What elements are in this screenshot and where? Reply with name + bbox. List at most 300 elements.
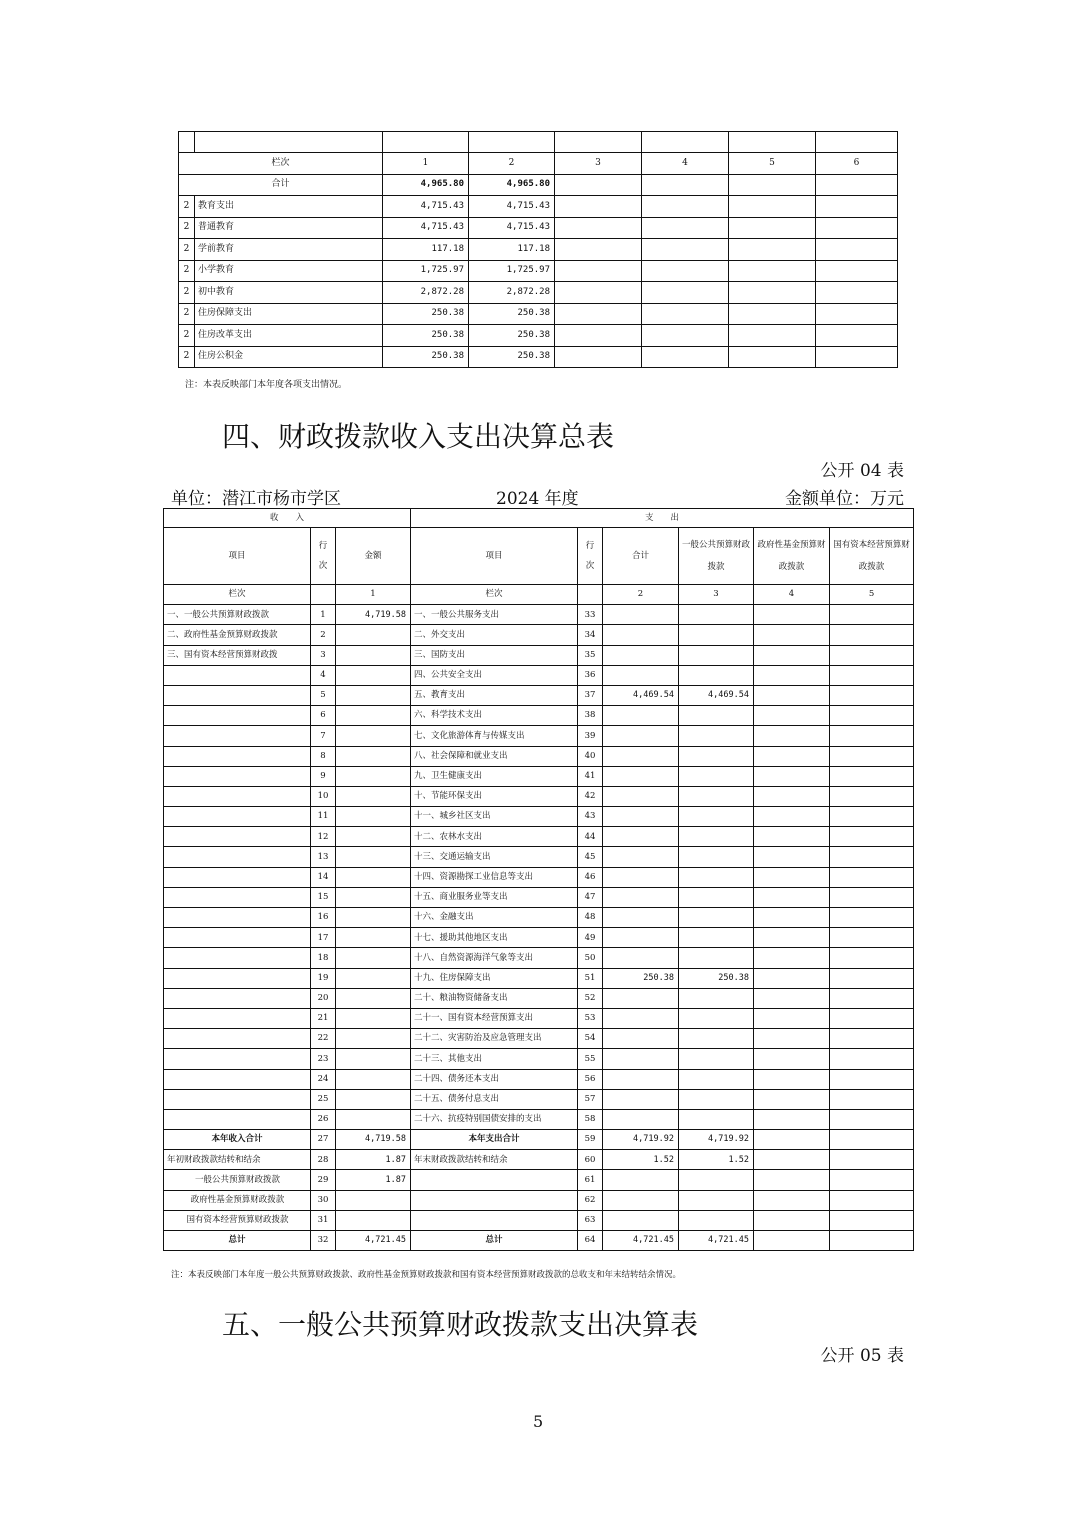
income-item: [164, 1029, 311, 1049]
category-code: 2: [179, 217, 195, 239]
year-total-row: [164, 1130, 914, 1150]
expense-line-no: 59: [578, 1130, 603, 1150]
expense-total: [603, 988, 679, 1008]
expense-general: [679, 665, 754, 685]
income-amount: [336, 867, 411, 887]
table-row: [164, 928, 914, 948]
table-row: [179, 346, 898, 368]
income-line-no: 25: [311, 1089, 336, 1109]
amount-unit: 金额单位：万元: [785, 489, 904, 509]
income-item: [164, 665, 311, 685]
income-amount: [336, 665, 411, 685]
expense-total: [603, 1029, 679, 1049]
category-code: 2: [179, 196, 195, 218]
fiscal-year: 2024 年度: [496, 489, 579, 509]
total-label: 合计: [179, 174, 383, 196]
col-general: 一般公共预算财政拨款: [679, 528, 754, 585]
income-amount: 1.87: [336, 1170, 411, 1190]
item-name: 普通教育: [195, 217, 383, 239]
total-value: 4,965.80: [383, 174, 469, 196]
expense-item: 六、科学技术支出: [411, 706, 578, 726]
col-index: 2: [469, 153, 555, 175]
income-amount: [336, 706, 411, 726]
table-row: [164, 827, 914, 847]
income-amount: [336, 1049, 411, 1069]
expense-item: 本年支出合计: [411, 1130, 578, 1150]
expense-item: 十六、金融支出: [411, 908, 578, 928]
item-name: 初中教育: [195, 282, 383, 304]
expense-item: 十二、农林水支出: [411, 827, 578, 847]
income-amount: [336, 988, 411, 1008]
carryover-row: [164, 1150, 914, 1170]
income-line-no: 6: [311, 706, 336, 726]
expense-general: [679, 1008, 754, 1028]
income-amount: [336, 1089, 411, 1109]
expense-total: [603, 1008, 679, 1028]
income-amount: [336, 928, 411, 948]
expense-line-no: 48: [578, 908, 603, 928]
total-value: 4,965.80: [469, 174, 555, 196]
income-line-no: 18: [311, 948, 336, 968]
item-name: 住房改革支出: [195, 325, 383, 347]
income-line-no: 19: [311, 968, 336, 988]
income-amount: [336, 786, 411, 806]
income-line-no: 11: [311, 807, 336, 827]
income-amount: [336, 948, 411, 968]
expense-item: 十三、交通运输支出: [411, 847, 578, 867]
expense-total: [603, 887, 679, 907]
section5-title: 五、一般公共预算财政拨款支出决算表: [222, 1308, 699, 1341]
expense-item: [411, 1190, 578, 1210]
amount-basic: 250.38: [469, 325, 555, 347]
table-row: [179, 239, 898, 261]
expense-general: [679, 1190, 754, 1210]
income-item: 总计: [164, 1231, 311, 1251]
expense-line-no: 37: [578, 685, 603, 705]
table-row: [164, 766, 914, 786]
expense-total: 4,719.92: [603, 1130, 679, 1150]
expense-line-no: 56: [578, 1069, 603, 1089]
expenditure-table-continued: [178, 131, 898, 368]
table-row: [164, 645, 914, 665]
income-item: 本年收入合计: [164, 1130, 311, 1150]
expense-total: [603, 706, 679, 726]
expense-total: [603, 665, 679, 685]
expense-general: [679, 1109, 754, 1129]
col-state: 国有资本经营预算财政拨款: [830, 528, 914, 585]
col-item: 项目: [164, 528, 311, 585]
col-index: 5: [729, 153, 816, 175]
col-fund: 政府性基金预算财政拨款: [754, 528, 830, 585]
amount-total: 250.38: [383, 325, 469, 347]
income-item: 国有资本经营预算财政拨款: [164, 1210, 311, 1230]
col-index: 1: [383, 153, 469, 175]
expense-header: 支 出: [411, 509, 914, 528]
expense-line-no: 44: [578, 827, 603, 847]
income-line-no: 9: [311, 766, 336, 786]
income-amount: [336, 685, 411, 705]
expense-total: [603, 786, 679, 806]
amount-basic: 4,715.43: [469, 217, 555, 239]
table-row: [164, 807, 914, 827]
table-row: [164, 1049, 914, 1069]
col-index: 1: [336, 585, 411, 605]
expense-line-no: 52: [578, 988, 603, 1008]
table-row: [164, 625, 914, 645]
item-name: 教育支出: [195, 196, 383, 218]
income-item: [164, 766, 311, 786]
expense-line-no: 51: [578, 968, 603, 988]
amount-total: 1,725.97: [383, 260, 469, 282]
expense-general: [679, 1210, 754, 1230]
table-row: [179, 260, 898, 282]
expense-total: [603, 908, 679, 928]
col-item: 项目: [411, 528, 578, 585]
category-code: 2: [179, 239, 195, 261]
income-amount: [336, 1190, 411, 1210]
expense-item: 年末财政拨款结转和结余: [411, 1150, 578, 1170]
expense-item: 二十五、债务付息支出: [411, 1089, 578, 1109]
col-line: 行 次: [311, 528, 336, 585]
table-row: [164, 1109, 914, 1129]
income-line-no: 23: [311, 1049, 336, 1069]
expense-item: 总计: [411, 1231, 578, 1251]
col-line: 行 次: [578, 528, 603, 585]
table-row: [164, 887, 914, 907]
expense-item: 十七、援助其他地区支出: [411, 928, 578, 948]
table-row: [164, 685, 914, 705]
expense-general: 4,721.45: [679, 1231, 754, 1251]
total-row: [179, 174, 898, 196]
income-item: [164, 1069, 311, 1089]
form-number: 公开 04 表: [820, 461, 904, 481]
income-line-no: 15: [311, 887, 336, 907]
expense-line-no: 40: [578, 746, 603, 766]
amount-basic: 250.38: [469, 303, 555, 325]
expense-line-no: 54: [578, 1029, 603, 1049]
income-item: [164, 928, 311, 948]
amount-total: 2,872.28: [383, 282, 469, 304]
item-name: 住房保障支出: [195, 303, 383, 325]
income-line-no: 3: [311, 645, 336, 665]
expense-general: [679, 1089, 754, 1109]
lanci-label: 栏次: [411, 585, 578, 605]
expense-item: 十四、资源勘探工业信息等支出: [411, 867, 578, 887]
expense-total: [603, 1109, 679, 1129]
expense-total: [603, 625, 679, 645]
table-row: [164, 1069, 914, 1089]
expense-line-no: 60: [578, 1150, 603, 1170]
category-code: 2: [179, 260, 195, 282]
income-line-no: 30: [311, 1190, 336, 1210]
expense-total: [603, 1190, 679, 1210]
income-amount: [336, 968, 411, 988]
expense-general: [679, 645, 754, 665]
income-amount: [336, 645, 411, 665]
income-item: 一、一般公共预算财政拨款: [164, 605, 311, 625]
income-line-no: 32: [311, 1231, 336, 1251]
expense-general: [679, 847, 754, 867]
expense-general: [679, 928, 754, 948]
income-amount: [336, 766, 411, 786]
income-item: [164, 746, 311, 766]
table-row: [179, 217, 898, 239]
table-row: [164, 867, 914, 887]
table-row: [164, 948, 914, 968]
expense-total: [603, 726, 679, 746]
amount-total: 4,715.43: [383, 196, 469, 218]
expense-general: [679, 948, 754, 968]
expense-total: [603, 807, 679, 827]
form-number: 公开 05 表: [820, 1346, 904, 1366]
income-item: [164, 685, 311, 705]
table-row: [164, 968, 914, 988]
expense-item: 五、教育支出: [411, 685, 578, 705]
income-item: [164, 908, 311, 928]
col-index: 6: [816, 153, 898, 175]
expense-general: [679, 625, 754, 645]
unit-label: 单位：潜江市杨市学区: [171, 489, 341, 509]
expense-line-no: 64: [578, 1231, 603, 1251]
income-line-no: 7: [311, 726, 336, 746]
expense-line-no: 42: [578, 786, 603, 806]
expense-total: [603, 948, 679, 968]
expense-general: 4,469.54: [679, 685, 754, 705]
expense-general: [679, 726, 754, 746]
expense-line-no: 50: [578, 948, 603, 968]
income-expense-header: [164, 509, 914, 528]
table1-note: 注：本表反映部门本年度各项支出情况。: [185, 380, 348, 390]
income-item: [164, 988, 311, 1008]
amount-total: 117.18: [383, 239, 469, 261]
table-row: [164, 908, 914, 928]
income-amount: [336, 625, 411, 645]
income-item: [164, 847, 311, 867]
income-line-no: 22: [311, 1029, 336, 1049]
income-amount: [336, 908, 411, 928]
income-item: 政府性基金预算财政拨款: [164, 1190, 311, 1210]
expense-total: [603, 1170, 679, 1190]
table-row: [179, 303, 898, 325]
income-amount: 4,721.45: [336, 1231, 411, 1251]
income-line-no: 14: [311, 867, 336, 887]
category-code: 2: [179, 325, 195, 347]
income-item: 一般公共预算财政拨款: [164, 1170, 311, 1190]
income-line-no: 29: [311, 1170, 336, 1190]
expense-general: [679, 1049, 754, 1069]
expense-general: 1.52: [679, 1150, 754, 1170]
expense-item: 十一、城乡社区支出: [411, 807, 578, 827]
expense-total: [603, 928, 679, 948]
amount-basic: 4,715.43: [469, 196, 555, 218]
expense-item: 二十二、灾害防治及应急管理支出: [411, 1029, 578, 1049]
expense-line-no: 41: [578, 766, 603, 786]
expense-total: 250.38: [603, 968, 679, 988]
col-index: 3: [555, 153, 642, 175]
expense-total: [603, 766, 679, 786]
income-amount: [336, 887, 411, 907]
carryover-row: [164, 1170, 914, 1190]
expense-general: [679, 908, 754, 928]
income-amount: [336, 1069, 411, 1089]
expense-total: [603, 1089, 679, 1109]
income-line-no: 20: [311, 988, 336, 1008]
income-item: 年初财政拨款结转和结余: [164, 1150, 311, 1170]
table-row: [164, 847, 914, 867]
expense-line-no: 33: [578, 605, 603, 625]
page-number: 5: [533, 1412, 544, 1431]
expense-line-no: 63: [578, 1210, 603, 1230]
income-line-no: 10: [311, 786, 336, 806]
section4-title: 四、财政拨款收入支出决算总表: [222, 420, 615, 453]
expense-line-no: 57: [578, 1089, 603, 1109]
expense-item: 二、外交支出: [411, 625, 578, 645]
category-code: 2: [179, 282, 195, 304]
amount-basic: 250.38: [469, 346, 555, 368]
expense-item: 十、节能环保支出: [411, 786, 578, 806]
expense-general: [679, 988, 754, 1008]
grand-total-row: [164, 1231, 914, 1251]
expense-line-no: 62: [578, 1190, 603, 1210]
amount-total: 250.38: [383, 303, 469, 325]
table-row: [164, 605, 914, 625]
expense-total: 1.52: [603, 1150, 679, 1170]
table-row: [164, 988, 914, 1008]
expense-total: 4,469.54: [603, 685, 679, 705]
income-item: [164, 807, 311, 827]
table-row: [179, 196, 898, 218]
table-row: [164, 665, 914, 685]
expense-total: [603, 746, 679, 766]
expense-general: 250.38: [679, 968, 754, 988]
expense-total: [603, 827, 679, 847]
col-amount: 金额: [336, 528, 411, 585]
income-line-no: 12: [311, 827, 336, 847]
income-amount: [336, 827, 411, 847]
table-row: [164, 1008, 914, 1028]
col-index: 5: [830, 585, 914, 605]
expense-item: 十九、住房保障支出: [411, 968, 578, 988]
amount-total: 250.38: [383, 346, 469, 368]
expense-general: 4,719.92: [679, 1130, 754, 1150]
income-item: [164, 867, 311, 887]
expense-general: [679, 867, 754, 887]
expense-total: [603, 867, 679, 887]
income-item: [164, 706, 311, 726]
col-total: 合计: [603, 528, 679, 585]
expense-item: 八、社会保障和就业支出: [411, 746, 578, 766]
table-row: [164, 746, 914, 766]
income-line-no: 16: [311, 908, 336, 928]
expense-item: 二十四、债务还本支出: [411, 1069, 578, 1089]
expense-item: 二十、粮油物资储备支出: [411, 988, 578, 1008]
col-index: 3: [679, 585, 754, 605]
income-amount: 4,719.58: [336, 1130, 411, 1150]
income-item: [164, 827, 311, 847]
expense-item: [411, 1210, 578, 1230]
expense-general: [679, 1069, 754, 1089]
expense-line-no: 35: [578, 645, 603, 665]
income-item: 三、国有资本经营预算财政拨: [164, 645, 311, 665]
expense-item: 九、卫生健康支出: [411, 766, 578, 786]
table-row: [164, 1089, 914, 1109]
expense-total: [603, 605, 679, 625]
income-amount: [336, 746, 411, 766]
expense-total: [603, 645, 679, 665]
table-row: [164, 706, 914, 726]
income-line-no: 1: [311, 605, 336, 625]
income-line-no: 31: [311, 1210, 336, 1230]
income-item: [164, 1089, 311, 1109]
expense-line-no: 38: [578, 706, 603, 726]
lanci-label: 栏次: [179, 153, 383, 175]
income-amount: [336, 1109, 411, 1129]
income-item: [164, 968, 311, 988]
expense-line-no: 55: [578, 1049, 603, 1069]
income-line-no: 26: [311, 1109, 336, 1129]
amount-total: 4,715.43: [383, 217, 469, 239]
income-item: [164, 1049, 311, 1069]
income-line-no: 4: [311, 665, 336, 685]
lanci-row: [164, 585, 914, 605]
fiscal-summary-table: [163, 508, 914, 1251]
income-line-no: 28: [311, 1150, 336, 1170]
expense-total: [603, 1069, 679, 1089]
carryover-row: [164, 1190, 914, 1210]
expense-line-no: 36: [578, 665, 603, 685]
amount-basic: 117.18: [469, 239, 555, 261]
table-row: [164, 786, 914, 806]
expense-line-no: 46: [578, 867, 603, 887]
income-amount: [336, 1008, 411, 1028]
expense-line-no: 53: [578, 1008, 603, 1028]
lanci-label: 栏次: [164, 585, 311, 605]
expense-general: [679, 605, 754, 625]
expense-item: 三、国防支出: [411, 645, 578, 665]
expense-total: 4,721.45: [603, 1231, 679, 1251]
col-index: 4: [642, 153, 729, 175]
table-row: [164, 726, 914, 746]
expense-general: [679, 706, 754, 726]
expense-line-no: 61: [578, 1170, 603, 1190]
col-index: 2: [603, 585, 679, 605]
income-item: [164, 726, 311, 746]
income-amount: [336, 1029, 411, 1049]
expense-general: [679, 786, 754, 806]
expense-general: [679, 887, 754, 907]
table-row: [179, 325, 898, 347]
expense-line-no: 47: [578, 887, 603, 907]
amount-basic: 2,872.28: [469, 282, 555, 304]
income-line-no: 24: [311, 1069, 336, 1089]
table-row: [164, 1029, 914, 1049]
expense-line-no: 49: [578, 928, 603, 948]
income-amount: 1.87: [336, 1150, 411, 1170]
category-code: 2: [179, 303, 195, 325]
table2-note: 注：本表反映部门本年度一般公共预算财政拨款、政府性基金预算财政拨款和国有资本经营预算财政拨款的总收支和年末结转结余情况。: [171, 1270, 682, 1280]
income-item: [164, 786, 311, 806]
expense-total: [603, 1049, 679, 1069]
expense-total: [603, 847, 679, 867]
expense-item: 十八、自然资源海洋气象等支出: [411, 948, 578, 968]
amount-basic: 1,725.97: [469, 260, 555, 282]
lanci-row: [179, 153, 898, 175]
expense-item: 二十六、抗疫特别国债安排的支出: [411, 1109, 578, 1129]
expense-item: 二十三、其他支出: [411, 1049, 578, 1069]
income-item: [164, 948, 311, 968]
income-line-no: 5: [311, 685, 336, 705]
expense-total: [603, 1210, 679, 1230]
